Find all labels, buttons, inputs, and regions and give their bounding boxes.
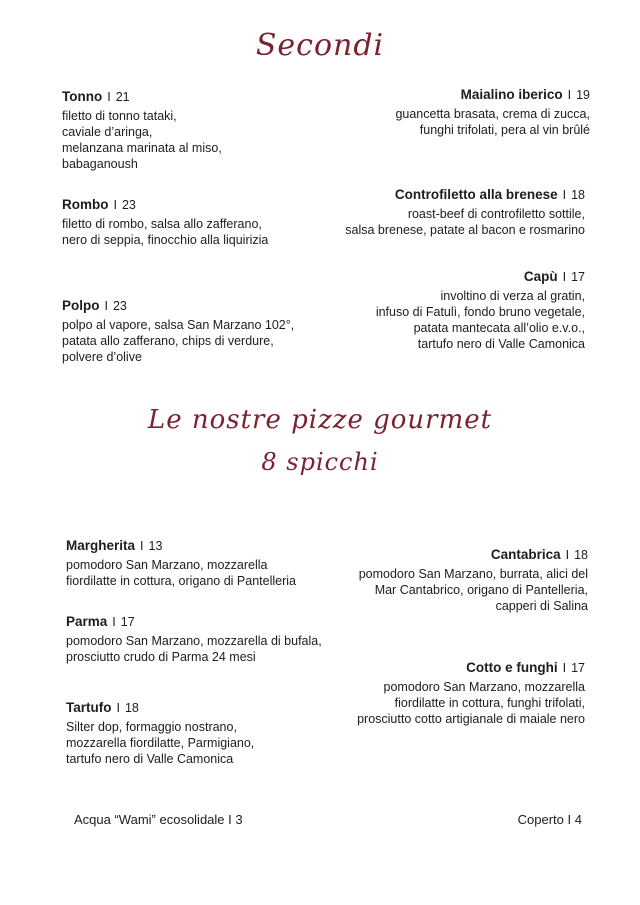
menu-item-description-line: guancetta brasata, crema di zucca, [395,107,590,121]
menu-item-description-line: tartufo nero di Valle Camonica [417,337,585,351]
menu-item-name: Rombo [62,197,109,212]
menu-item-name: Cantabrica [490,547,561,562]
menu-item-price: 17 [571,270,585,284]
menu-item-name: Polpo [62,298,100,313]
price-separator: I [562,661,567,675]
footer-coperto-price: 4 [574,812,582,827]
price-separator: I [116,701,120,715]
menu-item-description-line: filetto di rombo, salsa allo zafferano, [62,217,262,231]
menu-item-price: 18 [124,701,139,715]
menu-item-description-line: Mar Cantabrico, origano di Pantelleria, [374,583,588,597]
menu-item-description-line: fiordilatte in cottura, funghi trifolati, [394,696,585,710]
menu-item-price: 18 [574,548,588,562]
menu-item [66,538,296,589]
menu-item [359,547,588,614]
menu-item-header [62,298,294,314]
menu-item-name: Controfiletto alla brenese [394,187,558,202]
menu-item-description-line: fiordilatte in cottura, origano di Pantelleria [66,574,296,588]
menu-item-name: Margherita [66,538,136,553]
menu-item-description-line: salsa brenese, patate al bacon e rosmarino [345,223,585,237]
menu-item [395,87,590,138]
menu-item-description-line: involtino di verza al gratin, [440,289,585,303]
menu-item [357,660,585,727]
footer-acqua-price: 3 [235,812,243,827]
menu-item-description-line: pomodoro San Marzano, mozzarella di bufala, [66,634,322,648]
footer-separator: I [228,812,232,827]
footer-acqua [74,812,243,827]
price-separator: I [567,88,572,102]
menu-item-description-line: patata mantecata all’olio e.v.o., [413,321,585,335]
menu-item-header [357,660,585,676]
menu-item-name: Maialino iberico [460,87,563,102]
menu-item-description-line: funghi trifolati, pera al vin brûlé [419,123,590,137]
menu-item-description-line: prosciutto crudo di Parma 24 mesi [66,650,256,664]
menu-item [66,700,254,767]
menu-item-description-line: Silter dop, formaggio nostrano, [66,720,237,734]
menu-item-description-line: pomodoro San Marzano, mozzarella [383,680,585,694]
price-separator: I [113,198,117,212]
price-separator: I [565,548,570,562]
menu-item-price: 18 [571,188,585,202]
menu-item-header [62,89,222,105]
menu-item-price: 19 [576,88,590,102]
menu-item [345,187,585,238]
menu-item-price: 17 [571,661,585,675]
menu-item-name: Capù [523,269,558,284]
price-separator: I [562,188,567,202]
menu-item-description-line: infuso di Fatulì, fondo bruno vegetale, [375,305,585,319]
menu-item [62,89,222,172]
footer-separator: I [567,812,572,827]
menu-item-description-line: filetto di tonno tataki, [62,109,177,123]
footer-coperto [518,812,582,827]
menu-item-name: Parma [66,614,108,629]
menu-item [66,614,322,665]
menu-item-description-line: capperi di Salina [495,599,588,613]
menu-item-header [345,187,585,203]
menu-item-header [376,269,585,285]
price-separator: I [107,90,111,104]
price-separator: I [104,299,108,313]
footer-coperto-label: Coperto [517,812,564,827]
menu-item-description-line: babaganoush [62,157,138,171]
menu-item-description-line: pomodoro San Marzano, mozzarella [66,558,268,572]
menu-item-description-line: polvere d’olive [62,350,142,364]
menu-item-description-line: roast-beef di controfiletto sottile, [407,207,585,221]
section-title-pizze: Le nostre pizze gourmet [147,405,493,435]
menu-item-price: 23 [112,299,127,313]
menu-item-description-line: tartufo nero di Valle Camonica [66,752,234,766]
menu-item-description-line: melanzana marinata al miso, [62,141,222,155]
menu-item-description-line: mozzarella fiordilatte, Parmigiano, [66,736,255,750]
menu-item-header [359,547,588,563]
menu-item-description-line: patata allo zafferano, chips di verdure, [62,334,274,348]
menu-item-header [66,538,296,554]
menu-item-header [395,87,590,103]
menu-item-price: 21 [115,90,130,104]
menu-item-price: 13 [148,539,163,553]
menu-item-description-line: prosciutto cotto artigianale di maiale nero [357,712,585,726]
menu-item [376,269,585,352]
menu-item [62,298,294,365]
menu-item-header [66,700,254,716]
price-separator: I [140,539,144,553]
menu-item-price: 17 [120,615,135,629]
menu-item-name: Tonno [62,89,103,104]
price-separator: I [112,615,116,629]
menu-item-description-line: caviale d’aringa, [62,125,153,139]
menu-item-name: Tartufo [66,700,112,715]
menu-item-name: Cotto e funghi [466,660,558,675]
menu-item-header [62,197,268,213]
menu-item-price: 23 [121,198,136,212]
menu-item-description-line: polpo al vapore, salsa San Marzano 102°, [62,318,295,332]
menu-item-description-line: pomodoro San Marzano, burrata, alici del [358,567,588,581]
footer-acqua-label: Acqua “Wami” ecosolidale [74,812,225,827]
section-subtitle-pizze: 8 spicchi [261,448,379,476]
menu-item-description-line: nero di seppia, finocchio alla liquirizia [62,233,269,247]
menu-item [62,197,268,248]
menu-item-header [66,614,322,630]
section-title-secondi: Secondi [255,28,385,63]
price-separator: I [562,270,567,284]
